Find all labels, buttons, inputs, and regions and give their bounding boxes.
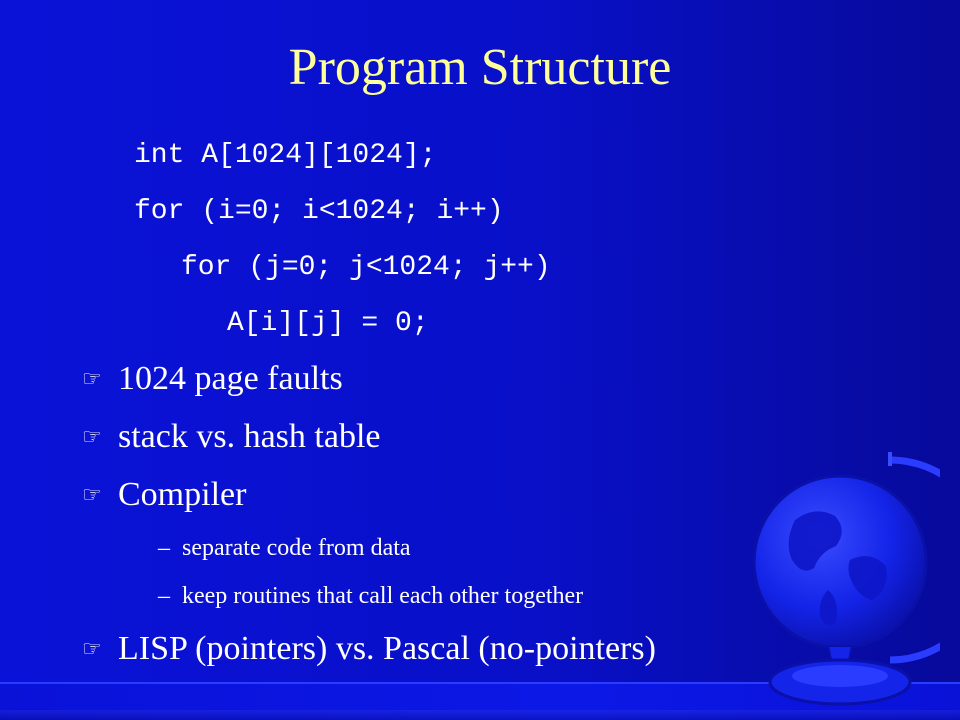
code-line: int A[1024][1024]; bbox=[134, 140, 437, 171]
pointing-hand-icon: ☞ bbox=[82, 482, 102, 507]
bullet-text: stack vs. hash table bbox=[118, 418, 381, 455]
sub-bullet-item bbox=[82, 572, 656, 620]
bullet-list bbox=[82, 350, 656, 678]
dash-marker: – bbox=[158, 534, 170, 561]
code-line: A[i][j] = 0; bbox=[227, 308, 429, 339]
sub-bullet-item bbox=[82, 524, 656, 572]
code-line: for (j=0; j<1024; j++) bbox=[181, 252, 551, 283]
bullet-item bbox=[82, 408, 656, 466]
bullet-text: LISP (pointers) vs. Pascal (no-pointers) bbox=[118, 630, 656, 667]
code-block bbox=[134, 134, 551, 358]
bullet-item bbox=[82, 620, 656, 678]
bullet-text: 1024 page faults bbox=[118, 360, 343, 397]
globe-icon bbox=[740, 450, 940, 720]
bullet-item bbox=[82, 466, 656, 524]
bullet-text: Compiler bbox=[118, 476, 247, 513]
pointing-hand-icon: ☞ bbox=[82, 636, 102, 661]
dash-marker: – bbox=[158, 582, 170, 609]
pointing-hand-icon: ☞ bbox=[82, 366, 102, 391]
bullet-item bbox=[82, 350, 656, 408]
pointing-hand-icon: ☞ bbox=[82, 424, 102, 449]
sub-bullet-text: keep routines that call each other together bbox=[182, 582, 584, 609]
sub-bullet-text: separate code from data bbox=[182, 534, 411, 561]
slide-title: Program Structure bbox=[288, 39, 672, 96]
code-line: for (i=0; i<1024; i++) bbox=[134, 196, 504, 227]
